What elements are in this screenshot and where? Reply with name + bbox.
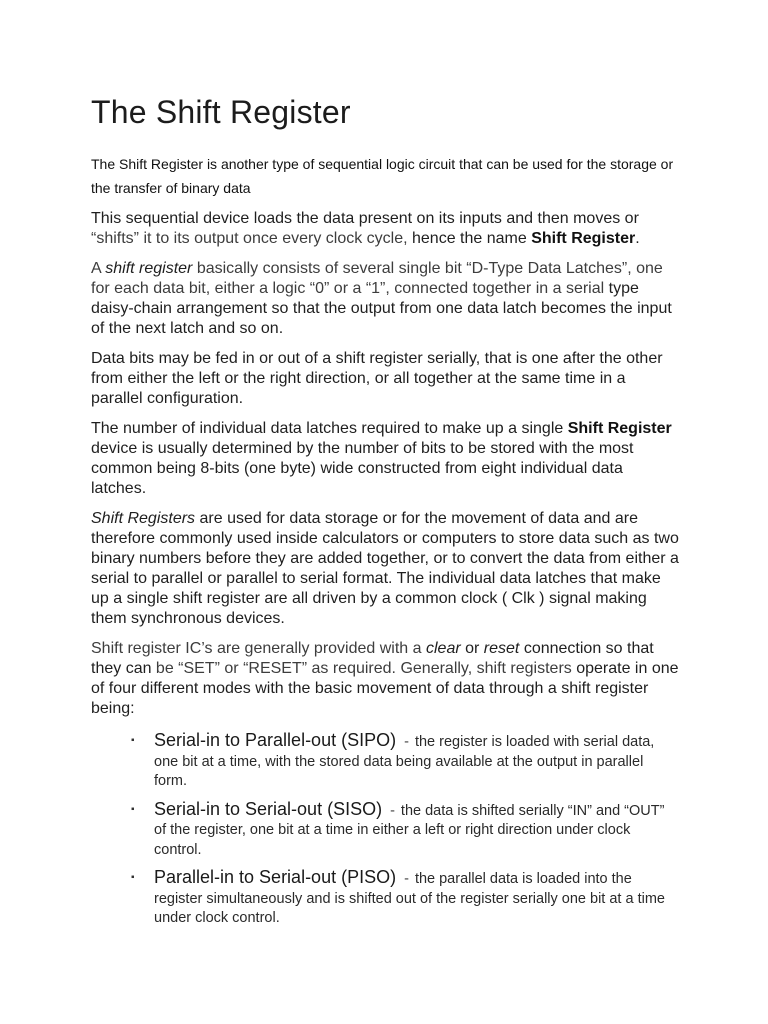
- paragraph-latches-text-c: device is usually determined by the number of bits to be stored with the most common being 8-bits (one byte) wide constructed from eight individual data latches.: [91, 440, 634, 497]
- paragraph-latches-text-a: The number of individual data latches required to make up a single: [91, 420, 568, 437]
- mode-name: Parallel-in to Serial-out (PISO): [154, 867, 397, 887]
- bullet-icon: ▪: [131, 803, 135, 815]
- paragraph-uses: [91, 509, 680, 629]
- list-item-siso: [131, 798, 680, 861]
- mode-separator: -: [404, 734, 409, 750]
- page-title: The Shift Register: [91, 94, 351, 130]
- paragraph-intro-text-b: “shifts” it to its output once every clock cycle,: [91, 230, 408, 247]
- mode-description: the register is loaded with serial data, one bit at a time, with the stored data being available at the output in parallel form.: [154, 734, 655, 789]
- modes-list: [91, 729, 680, 929]
- paragraph-modes-text-e: connection so that they can: [91, 640, 654, 677]
- term-shift-register: Shift Register: [531, 230, 636, 247]
- paragraph-definition-text-c: basically consists of several single bit “D-Type Data Latches”, one for each data bit, either a logic “0” or a “1”, connected together in a serial: [91, 260, 663, 297]
- term-shift-register-italic: shift register: [105, 260, 193, 277]
- paragraph-uses-text-b: are used for data storage or for the movement of data and are therefore commonly used inside calculators or computers to store data such as two binary numbers before they are added together, or to convert the data from either a serial to parallel or parallel to serial format. The individual data latches that make up a single shift register are all driven by a common clock ( Clk ) signal making them synchronous devices.: [91, 510, 679, 627]
- term-shift-register-bold: Shift Register: [567, 420, 672, 437]
- mode-description: the parallel data is loaded into the register simultaneously and is shifted out of the register serially one bit at a time under clock control.: [154, 871, 665, 926]
- paragraph-modes-text-a: Shift register IC’s are generally provided with a: [91, 640, 426, 657]
- paragraph-modes-text-g: operate in one of four different modes with the basic movement of data through a shift register being:: [91, 660, 679, 717]
- list-item-piso: [131, 866, 680, 929]
- paragraph-latches: [91, 419, 680, 499]
- list-item-sipo: [131, 729, 680, 792]
- paragraph-intro-text-e: .: [635, 230, 640, 247]
- paragraph-intro-text-a: This sequential device loads the data present on its inputs and then moves or: [91, 210, 639, 227]
- paragraph-modes-text-c: or: [460, 640, 484, 657]
- mode-separator: -: [404, 871, 409, 887]
- mode-name: Serial-in to Parallel-out (SIPO): [154, 730, 397, 750]
- bullet-icon: ▪: [131, 735, 135, 746]
- mode-description: the data is shifted serially “IN” and “OUT” of the register, one bit at a time in either a left or right direction under clock control.: [154, 802, 665, 858]
- paragraph-definition-text-d: type daisy-chain arrangement so that the output from one data latch becomes the input of the next latch and so on.: [91, 280, 672, 337]
- term-clear: clear: [425, 640, 461, 657]
- paragraph-serial-parallel: Data bits may be fed in or out of a shift register serially, that is one after the other from either the left or the right direction, or all together at the same time in a parallel configuration.: [91, 350, 663, 407]
- term-reset: reset: [483, 640, 520, 657]
- term-shift-registers-italic: Shift Registers: [91, 510, 196, 527]
- paragraph-definition-text-a: A: [91, 260, 106, 277]
- paragraph-intro-text-c: hence the name: [407, 230, 532, 247]
- subtitle: The Shift Register is another type of sequential logic circuit that can be used for the storage or the transfer of binary data: [91, 156, 674, 196]
- paragraph-modes-intro: [91, 639, 680, 719]
- paragraph-modes-text-f: be “SET” or “RESET” as required. Generally, shift registers: [151, 660, 572, 677]
- paragraph-definition: [91, 259, 680, 339]
- mode-name: Serial-in to Serial-out (SISO): [154, 798, 383, 819]
- mode-separator: -: [390, 802, 395, 819]
- paragraph-intro: [91, 209, 680, 249]
- bullet-icon: ▪: [131, 872, 135, 883]
